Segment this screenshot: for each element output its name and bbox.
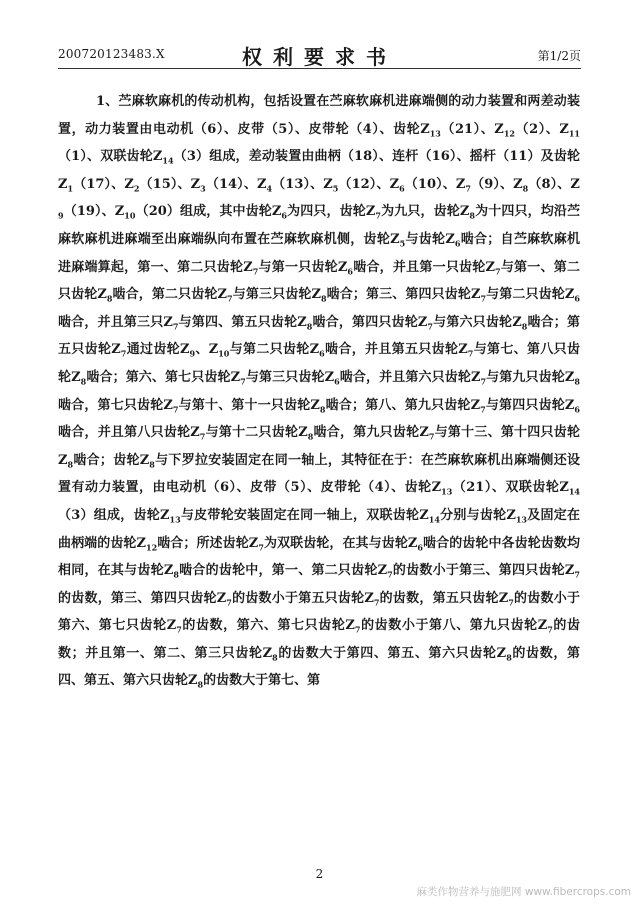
claim-text-run: （10）、Z	[404, 176, 466, 192]
gear-subscript: 6	[454, 238, 461, 249]
claim-text-run: 1、苎麻软麻机的传动机构，包括设置在苎麻软麻机进麻端侧的动力装置和两差动装置，动力装置由电动机（6）、皮带（5）、皮带轮（4）、齿轮Z	[58, 94, 580, 137]
claim-text-run: 与第四、第五只齿轮Z	[178, 314, 307, 330]
gear-subscript: 7	[465, 183, 471, 194]
gear-subscript: 14	[162, 155, 174, 166]
claim-text-run: 与第十三、第十四只齿轮Z	[58, 425, 580, 468]
claim-text-run: 与第一、第二只齿轮Z	[58, 259, 580, 303]
gear-subscript: 10	[124, 210, 136, 221]
claim-text-run: 为九只，齿轮Z	[380, 204, 470, 220]
claim-text-run: （21）、Z	[440, 121, 504, 137]
site-watermark: 麻类作物营养与施肥网 www.fibercrops.com	[416, 886, 631, 898]
claim-text-run: 的齿数小于第五只齿轮Z	[231, 590, 374, 606]
claim-text-run: 与齿轮Z	[405, 231, 455, 247]
gear-subscript: 8	[80, 376, 87, 387]
gear-subscript: 7	[120, 348, 127, 359]
gear-subscript: 7	[354, 624, 361, 635]
gear-subscript: 7	[252, 266, 259, 277]
claim-text	[58, 88, 580, 695]
claim-text-run: （3）组成，齿轮Z	[58, 507, 170, 523]
claim-text-run: 的齿数；并且第一、第二、第三只齿轮Z	[58, 618, 580, 661]
claim-text-run: 啮合，并且第一只齿轮Z	[352, 259, 496, 275]
claim-text-run: 啮合；第八、第九只齿轮Z	[325, 397, 481, 413]
gear-subscript: 7	[240, 376, 246, 387]
gear-subscript: 8	[522, 183, 529, 194]
claim-text-run: （14）、Z	[205, 176, 267, 192]
gear-subscript: 7	[574, 569, 580, 580]
claim-text-run: 啮合，并且第五只齿轮Z	[324, 342, 468, 358]
claim-text-run: （1）、双联齿轮Z	[58, 149, 163, 165]
claim-text-run: 通过齿轮Z	[126, 342, 190, 358]
gear-subscript: 4	[266, 183, 273, 194]
gear-subscript: 1	[67, 183, 74, 194]
claim-text-run: 的齿数大于第七、第	[203, 673, 321, 689]
claim-text-run: （2）、Z	[514, 121, 569, 137]
claim-text-run: 分别与齿轮Z	[439, 507, 516, 523]
claim-text-run: 为四只，齿轮Z	[287, 204, 376, 220]
gear-subscript: 8	[272, 652, 278, 663]
claim-text-run: 与第十二只齿轮Z	[205, 425, 308, 441]
claim-text-run: 与下罗拉安装固定在同一轴上，其特征在于：在苎麻软麻机出麻端侧还设置有动力装置，由电动机（6）、皮带（5）、皮带轮（4）、齿轮Z	[58, 452, 580, 496]
claim-text-run: 与第二只齿轮Z	[486, 287, 575, 303]
gear-subscript: 6	[417, 542, 423, 553]
page-indicator: 第1/2页	[537, 49, 581, 63]
claim-text-run: 与第四只齿轮Z	[485, 397, 575, 413]
claim-text-run: 的齿数大于第四、第五、第六只齿轮Z	[277, 645, 507, 661]
gear-subscript: 8	[149, 459, 155, 470]
claim-text-run: （17）、Z	[73, 176, 134, 192]
gear-subscript: 7	[495, 266, 501, 277]
page-number: 2	[315, 867, 324, 881]
page-title: 权利要求书	[242, 45, 397, 69]
gear-subscript: 7	[428, 431, 435, 442]
gear-subscript: 7	[375, 210, 381, 221]
gear-subscript: 5	[332, 183, 339, 194]
gear-subscript: 8	[173, 569, 179, 580]
gear-subscript: 14	[568, 486, 580, 497]
claim-text-run: （19）、Z	[63, 204, 125, 220]
gear-subscript: 7	[387, 569, 393, 580]
gear-subscript: 6	[347, 266, 353, 277]
claim-text-run: （21）、双联齿轮Z	[452, 480, 569, 496]
gear-subscript: 10	[218, 348, 230, 359]
claim-text-run: 的齿数，第六、第七只齿轮Z	[181, 618, 355, 634]
gear-subscript: 12	[503, 128, 515, 139]
gear-subscript: 7	[176, 624, 182, 635]
claim-text-run: 啮合的齿轮中各齿轮齿数均相同，在其与齿轮Z	[58, 535, 580, 579]
gear-subscript: 6	[334, 376, 340, 387]
page-header	[0, 0, 639, 80]
claim-text-run: 的齿数，第三、第四只齿轮Z	[58, 590, 227, 606]
gear-subscript: 7	[480, 376, 487, 387]
claim-text-run: 与第三只齿轮Z	[232, 287, 321, 303]
gear-subscript: 7	[172, 404, 179, 415]
gear-subscript: 6	[399, 183, 405, 194]
gear-subscript: 5	[399, 238, 406, 249]
claim-text-run: 的齿数小于第三、第四只齿轮Z	[392, 563, 575, 579]
gear-subscript: 9	[58, 210, 64, 221]
claim-text-run: 啮合；自苎麻软麻机进麻端算起，第一、第二只齿轮Z	[58, 231, 580, 275]
gear-subscript: 7	[508, 597, 514, 608]
claim-text-run: 与第一只齿轮Z	[258, 259, 348, 275]
gear-subscript: 7	[172, 321, 179, 332]
claim-text-run: 与第二只齿轮Z	[229, 342, 320, 358]
claim-text-run: （3）组成，差动装置由曲柄（18）、连杆（16）、摇杆（11）及齿轮Z	[58, 149, 580, 192]
gear-subscript: 7	[258, 542, 264, 553]
gear-subscript: 8	[506, 652, 512, 663]
claim-text-run: （8）、Z	[528, 176, 580, 192]
claim-text-run: 与第六只齿轮Z	[432, 314, 522, 330]
application-number: 200720123483.X	[58, 47, 165, 61]
claim-text-run: 为双联齿轮，在其与齿轮Z	[263, 535, 418, 551]
gear-subscript: 8	[197, 680, 204, 691]
gear-subscript: 7	[226, 597, 232, 608]
gear-subscript: 8	[106, 293, 113, 304]
claim-text-run: （12）、Z	[338, 176, 400, 192]
claim-text-run: 与第七、第八只齿轮Z	[58, 342, 580, 385]
claim-text-run: 啮合；第五只齿轮Z	[58, 314, 580, 358]
claim-text-run: 、Z	[195, 342, 219, 358]
gear-subscript: 7	[547, 624, 553, 635]
gear-subscript: 7	[227, 293, 233, 304]
gear-subscript: 3	[200, 183, 206, 194]
claim-text-run: 啮合，第四只齿轮Z	[312, 314, 428, 330]
gear-subscript: 8	[67, 459, 74, 470]
gear-subscript: 7	[480, 404, 486, 415]
claim-text-run: 啮合；第三、第四只齿轮Z	[326, 287, 481, 303]
gear-subscript: 2	[133, 183, 140, 194]
gear-subscript: 8	[307, 431, 314, 442]
gear-subscript: 6	[281, 210, 287, 221]
gear-subscript: 6	[319, 348, 325, 359]
gear-subscript: 8	[469, 210, 475, 221]
claim-text-run: 的齿数，第四、第五、第六只齿轮Z	[58, 645, 580, 689]
gear-subscript: 8	[306, 321, 313, 332]
gear-subscript: 14	[428, 514, 440, 525]
gear-subscript: 12	[146, 542, 158, 553]
claim-text-run: 的齿数，第五只齿轮Z	[379, 590, 509, 606]
claim-text-run: （9）、Z	[470, 176, 523, 192]
header-divider	[58, 68, 581, 69]
claim-text-run: 及固定在曲柄端的齿轮Z	[58, 507, 580, 551]
gear-subscript: 13	[169, 514, 181, 525]
claim-text-run: 为十四只，均沿苎麻软麻机进麻端至出麻端纵向布置在苎麻软麻机侧，齿轮Z	[58, 204, 580, 247]
claim-text-run: （20）组成，其中齿轮Z	[135, 204, 282, 220]
gear-subscript: 13	[441, 486, 453, 497]
claim-text-run: 啮合，第二只齿轮Z	[112, 287, 228, 303]
gear-subscript: 8	[320, 293, 327, 304]
claim-text-run: 啮合，并且第三只Z	[58, 314, 173, 330]
gear-subscript: 13	[429, 128, 441, 139]
claim-text-run: 啮合，并且第八只齿轮Z	[58, 425, 200, 441]
gear-subscript: 8	[319, 404, 326, 415]
gear-subscript: 7	[480, 293, 487, 304]
claim-text-run: 的齿数小于第八、第九只齿轮Z	[360, 618, 548, 634]
gear-subscript: 7	[199, 431, 206, 442]
claim-text-run: （13）、Z	[272, 176, 333, 192]
claim-text-run: （15）、Z	[139, 176, 201, 192]
gear-subscript: 11	[568, 128, 580, 139]
gear-subscript: 7	[373, 597, 380, 608]
claim-text-run: 的齿数小于第六、第七只齿轮Z	[58, 590, 580, 634]
gear-subscript: 8	[574, 376, 580, 387]
gear-subscript: 6	[574, 293, 580, 304]
claim-text-run: 啮合，并且第六只齿轮Z	[339, 369, 481, 385]
gear-subscript: 8	[521, 321, 528, 332]
claim-text-run: 啮合，第九只齿轮Z	[313, 425, 429, 441]
claim-text-run: 啮合；齿轮Z	[73, 452, 150, 468]
gear-subscript: 13	[515, 514, 527, 525]
gear-subscript: 7	[467, 348, 474, 359]
claim-text-run: 与第九只齿轮Z	[486, 369, 575, 385]
claim-text-run: 与皮带轮安装固定在同一轴上，双联齿轮Z	[180, 507, 429, 523]
claim-text-run: 啮合的齿轮中，第一、第二只齿轮Z	[178, 563, 388, 579]
gear-subscript: 6	[574, 404, 580, 415]
claim-text-run: 啮合；所述齿轮Z	[157, 535, 259, 551]
claim-text-run: 与第三只齿轮Z	[245, 369, 335, 385]
claim-text-run: 与第十、第十一只齿轮Z	[178, 397, 320, 413]
gear-subscript: 7	[427, 321, 433, 332]
claim-text-run: 啮合，第七只齿轮Z	[58, 397, 173, 413]
gear-subscript: 9	[189, 348, 196, 359]
claim-text-run: 啮合；第六、第七只齿轮Z	[86, 369, 241, 385]
